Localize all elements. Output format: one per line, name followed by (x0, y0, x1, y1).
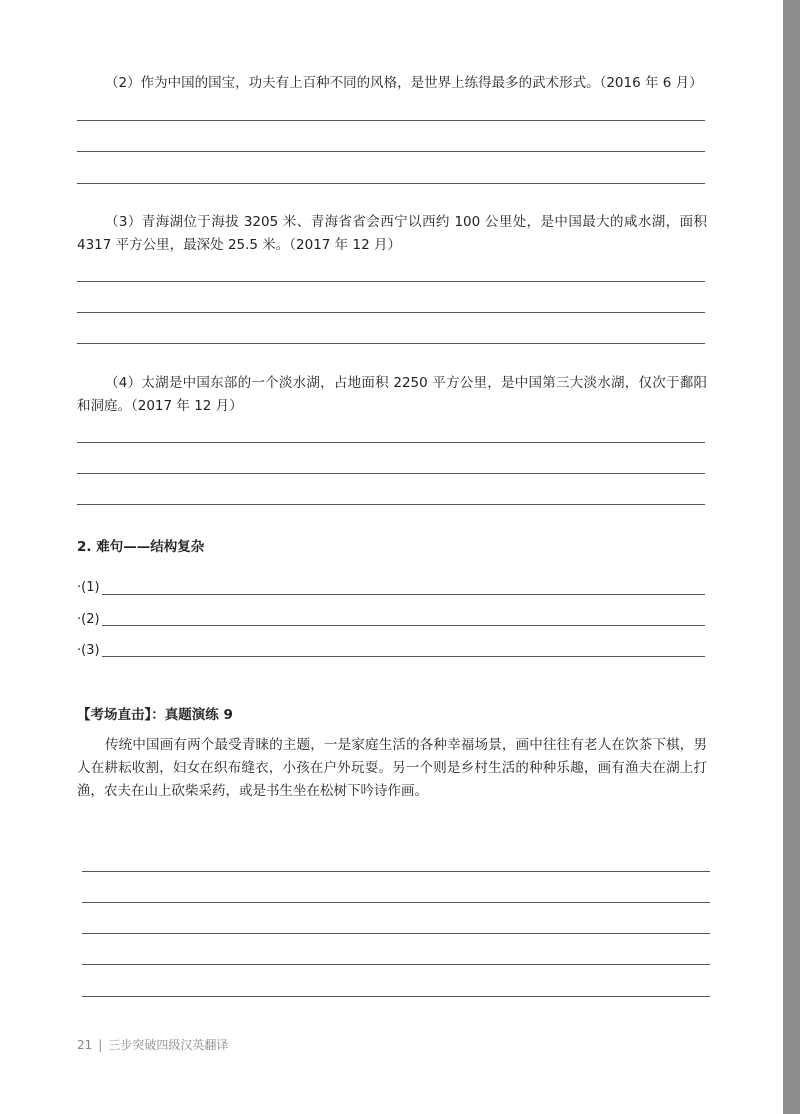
answer-line[interactable] (77, 442, 705, 443)
section-2-heading: 2. 难句——结构复杂 (77, 539, 205, 555)
question-4-text: （4）太湖是中国东部的一个淡水湖，占地面积 2250 平方公里，是中国第三大淡水湖，仅次于鄱阳和洞庭。（2017 年 12 月） (77, 375, 707, 414)
item-3-label: ·(3) (77, 643, 100, 658)
page-footer (77, 1036, 228, 1053)
answer-line-item-3[interactable] (102, 656, 705, 657)
answer-line[interactable] (77, 504, 705, 505)
question-2-text: （2）作为中国的国宝，功夫有上百种不同的风格，是世界上练得最多的武术形式。（2016 年 6 月） (105, 75, 703, 91)
answer-line-item-2[interactable] (102, 625, 705, 626)
answer-line[interactable] (77, 281, 705, 282)
exam-heading: 【考场直击】：真题演练 9 (77, 707, 233, 723)
footer-separator: | (98, 1038, 103, 1052)
item-2-label: ·(2) (77, 612, 100, 627)
answer-line-item-1[interactable] (102, 594, 705, 595)
answer-line[interactable] (82, 996, 710, 997)
question-3-text: （3）青海湖位于海拔 3205 米、青海省省会西宁以西约 100 公里处，是中国最大的咸水湖，面积 4317 平方公里，最深处 25.5 米。（2017 年 12 月） (77, 214, 707, 253)
answer-line[interactable] (77, 312, 705, 313)
answer-line[interactable] (77, 120, 705, 121)
answer-line[interactable] (82, 933, 710, 934)
item-1-label: ·(1) (77, 580, 100, 595)
page-edge-bar (783, 0, 800, 1114)
page-number: 21 (77, 1038, 93, 1052)
book-title: 三步突破四级汉英翻译 (108, 1038, 229, 1052)
answer-line[interactable] (77, 151, 705, 152)
answer-line[interactable] (77, 473, 705, 474)
answer-line[interactable] (77, 343, 705, 344)
answer-line[interactable] (82, 871, 710, 872)
exam-passage: 传统中国画有两个最受青睐的主题，一是家庭生活的各种幸福场景，画中往往有老人在饮茶下棋，男人在耕耘收割，妇女在织布缝衣，小孩在户外玩耍。另一个则是乡村生活的种种乐趣，画有渔夫在湖上打渔，农夫在山上砍柴采药，或是书生坐在松树下吟诗作画。 (77, 737, 707, 799)
answer-line[interactable] (82, 964, 710, 965)
answer-line[interactable] (77, 183, 705, 184)
answer-line[interactable] (82, 902, 710, 903)
